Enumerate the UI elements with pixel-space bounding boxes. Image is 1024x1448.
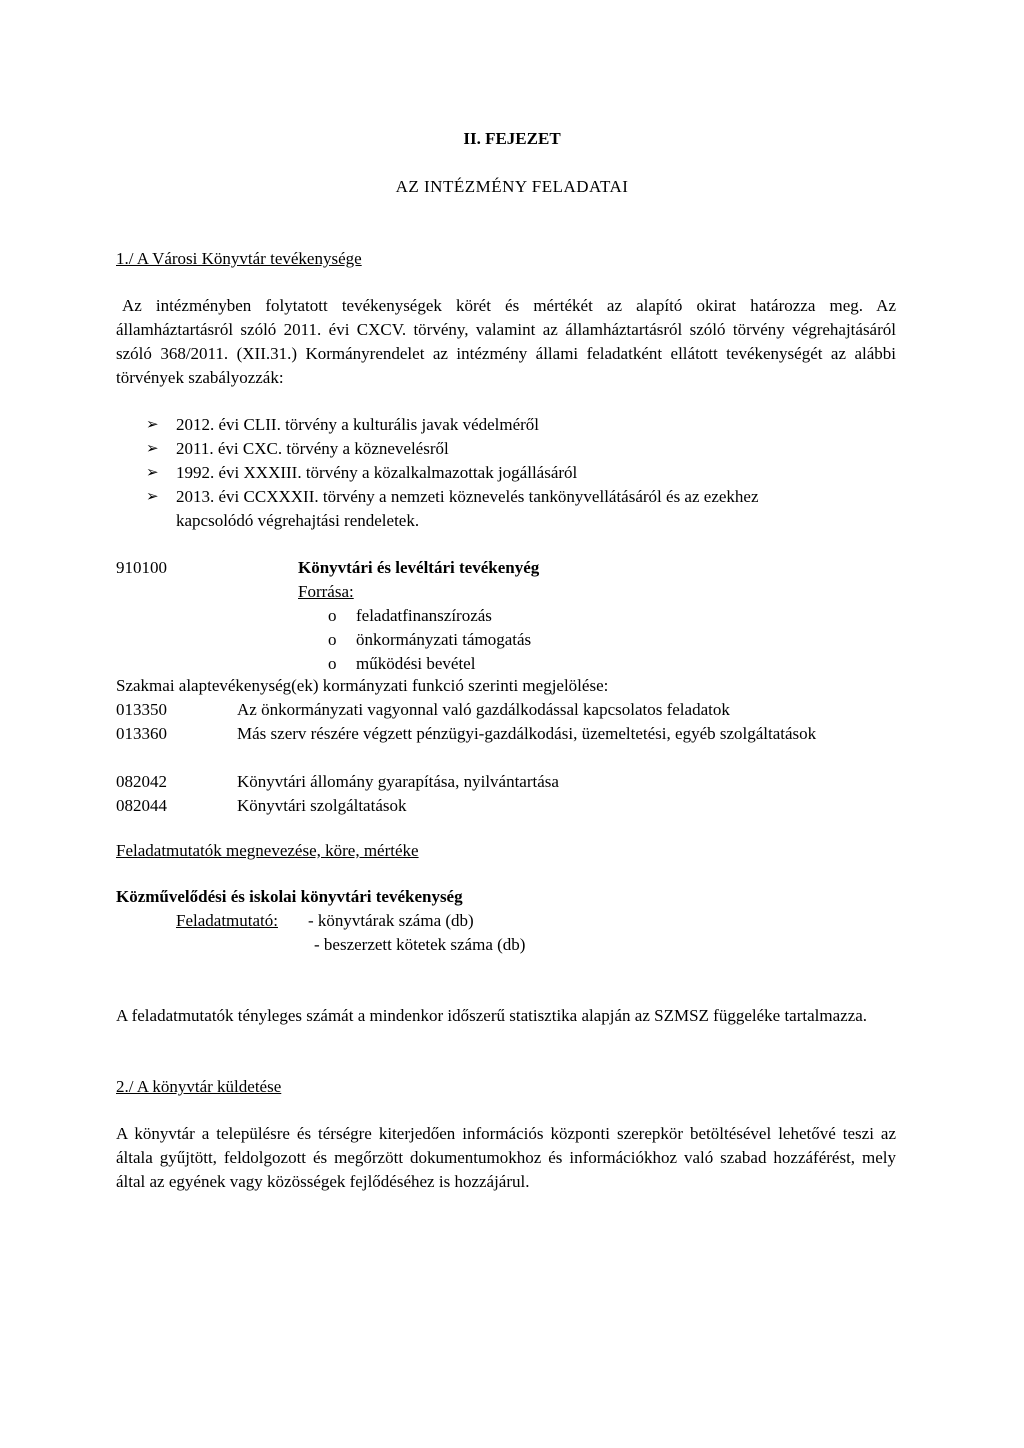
section1-heading: 1./ A Városi Könyvtár tevékenysége <box>116 249 362 268</box>
indicator-item: - könyvtárak száma (db) <box>308 911 474 930</box>
function-description: Más szerv részére végzett pénzügyi-gazdálkodási, üzemeltetési, egyéb szolgáltatások <box>237 724 817 743</box>
activity-code: 910100 <box>116 558 167 577</box>
function-description: Könyvtári állomány gyarapítása, nyilvántartása <box>237 772 559 791</box>
arrow-bullet-icon: ➢ <box>146 441 159 457</box>
circle-bullet-icon: o <box>328 654 337 673</box>
function-description: Könyvtári szolgáltatások <box>237 796 407 815</box>
function-description: Az önkormányzati vagyonnal való gazdálkodással kapcsolatos feladatok <box>237 700 730 719</box>
function-intro: Szakmai alaptevékenység(ek) kormányzati funkció szerinti megjelölése: <box>116 676 609 695</box>
funding-item: o feladatfinanszírozás <box>328 604 531 628</box>
function-code: 013360 <box>116 724 167 743</box>
section2-heading: 2./ A könyvtár küldetése <box>116 1077 282 1096</box>
indicator-label: Feladatmutató: <box>176 911 278 930</box>
function-code: 013350 <box>116 700 167 719</box>
mission-paragraph: A könyvtár a településre és térségre kiterjedően információs központi szerepkör betöltésével lehetővé teszi az általa gyűjtött, feldolgozott és megőrzött dokumentumokhoz és információkhoz való szabad hozzáférést, mely által az egyének vagy közösségek fejlődéséhez is hozzájárul. <box>116 1124 896 1191</box>
indicator-item: - beszerzett kötetek száma (db) <box>314 935 526 954</box>
funding-item: o működési bevétel <box>328 652 531 676</box>
circle-bullet-icon: o <box>328 630 337 649</box>
funding-item: o önkormányzati támogatás <box>328 628 531 652</box>
function-code: 082042 <box>116 772 167 791</box>
indicator-group-title: Közművelődési és iskolai könyvtári tevékenység <box>116 887 463 906</box>
chapter-heading: II. FEJEZET <box>463 129 561 148</box>
funding-label: Forrása: <box>298 582 354 601</box>
law-list <box>146 413 776 533</box>
law-item: ➢ 2013. évi CCXXXII. törvény a nemzeti köznevelés tankönyvellátásáról és az ezekhez kapcsolódó végrehajtási rendeletek. <box>146 487 759 530</box>
activity-name: Könyvtári és levéltári tevékenyég <box>298 558 540 577</box>
arrow-bullet-icon: ➢ <box>146 417 159 433</box>
function-code: 082044 <box>116 796 167 815</box>
law-item: ➢ 1992. évi XXXIII. törvény a közalkalmazottak jogállásáról <box>146 461 776 485</box>
circle-bullet-icon: o <box>328 606 337 625</box>
intro-paragraph: Az intézményben folytatott tevékenységek körét és mértékét az alapító okirat határozza meg. Az államháztartásról szóló 2011. évi CXCV. törvény, valamint az államháztartásról szóló törvény végrehajtásáról szóló 368/2011. (XII.31.) Kormányrendelet az intézmény állami feladatként ellátott tevékenységét az alábbi törvények szabályozzák: <box>116 296 896 387</box>
funding-list <box>328 604 531 676</box>
indicators-heading: Feladatmutatók megnevezése, köre, mértéke <box>116 841 419 860</box>
indicators-note: A feladatmutatók tényleges számát a mindenkor időszerű statisztika alapján az SZMSZ függeléke tartalmazza. <box>116 1006 868 1025</box>
page-title: AZ INTÉZMÉNY FELADATAI <box>395 177 629 196</box>
arrow-bullet-icon: ➢ <box>146 465 159 481</box>
law-item: ➢ 2011. évi CXC. törvény a köznevelésről <box>146 437 776 461</box>
law-item: ➢ 2012. évi CLII. törvény a kulturális javak védelméről <box>146 413 776 437</box>
arrow-bullet-icon: ➢ <box>146 489 159 505</box>
